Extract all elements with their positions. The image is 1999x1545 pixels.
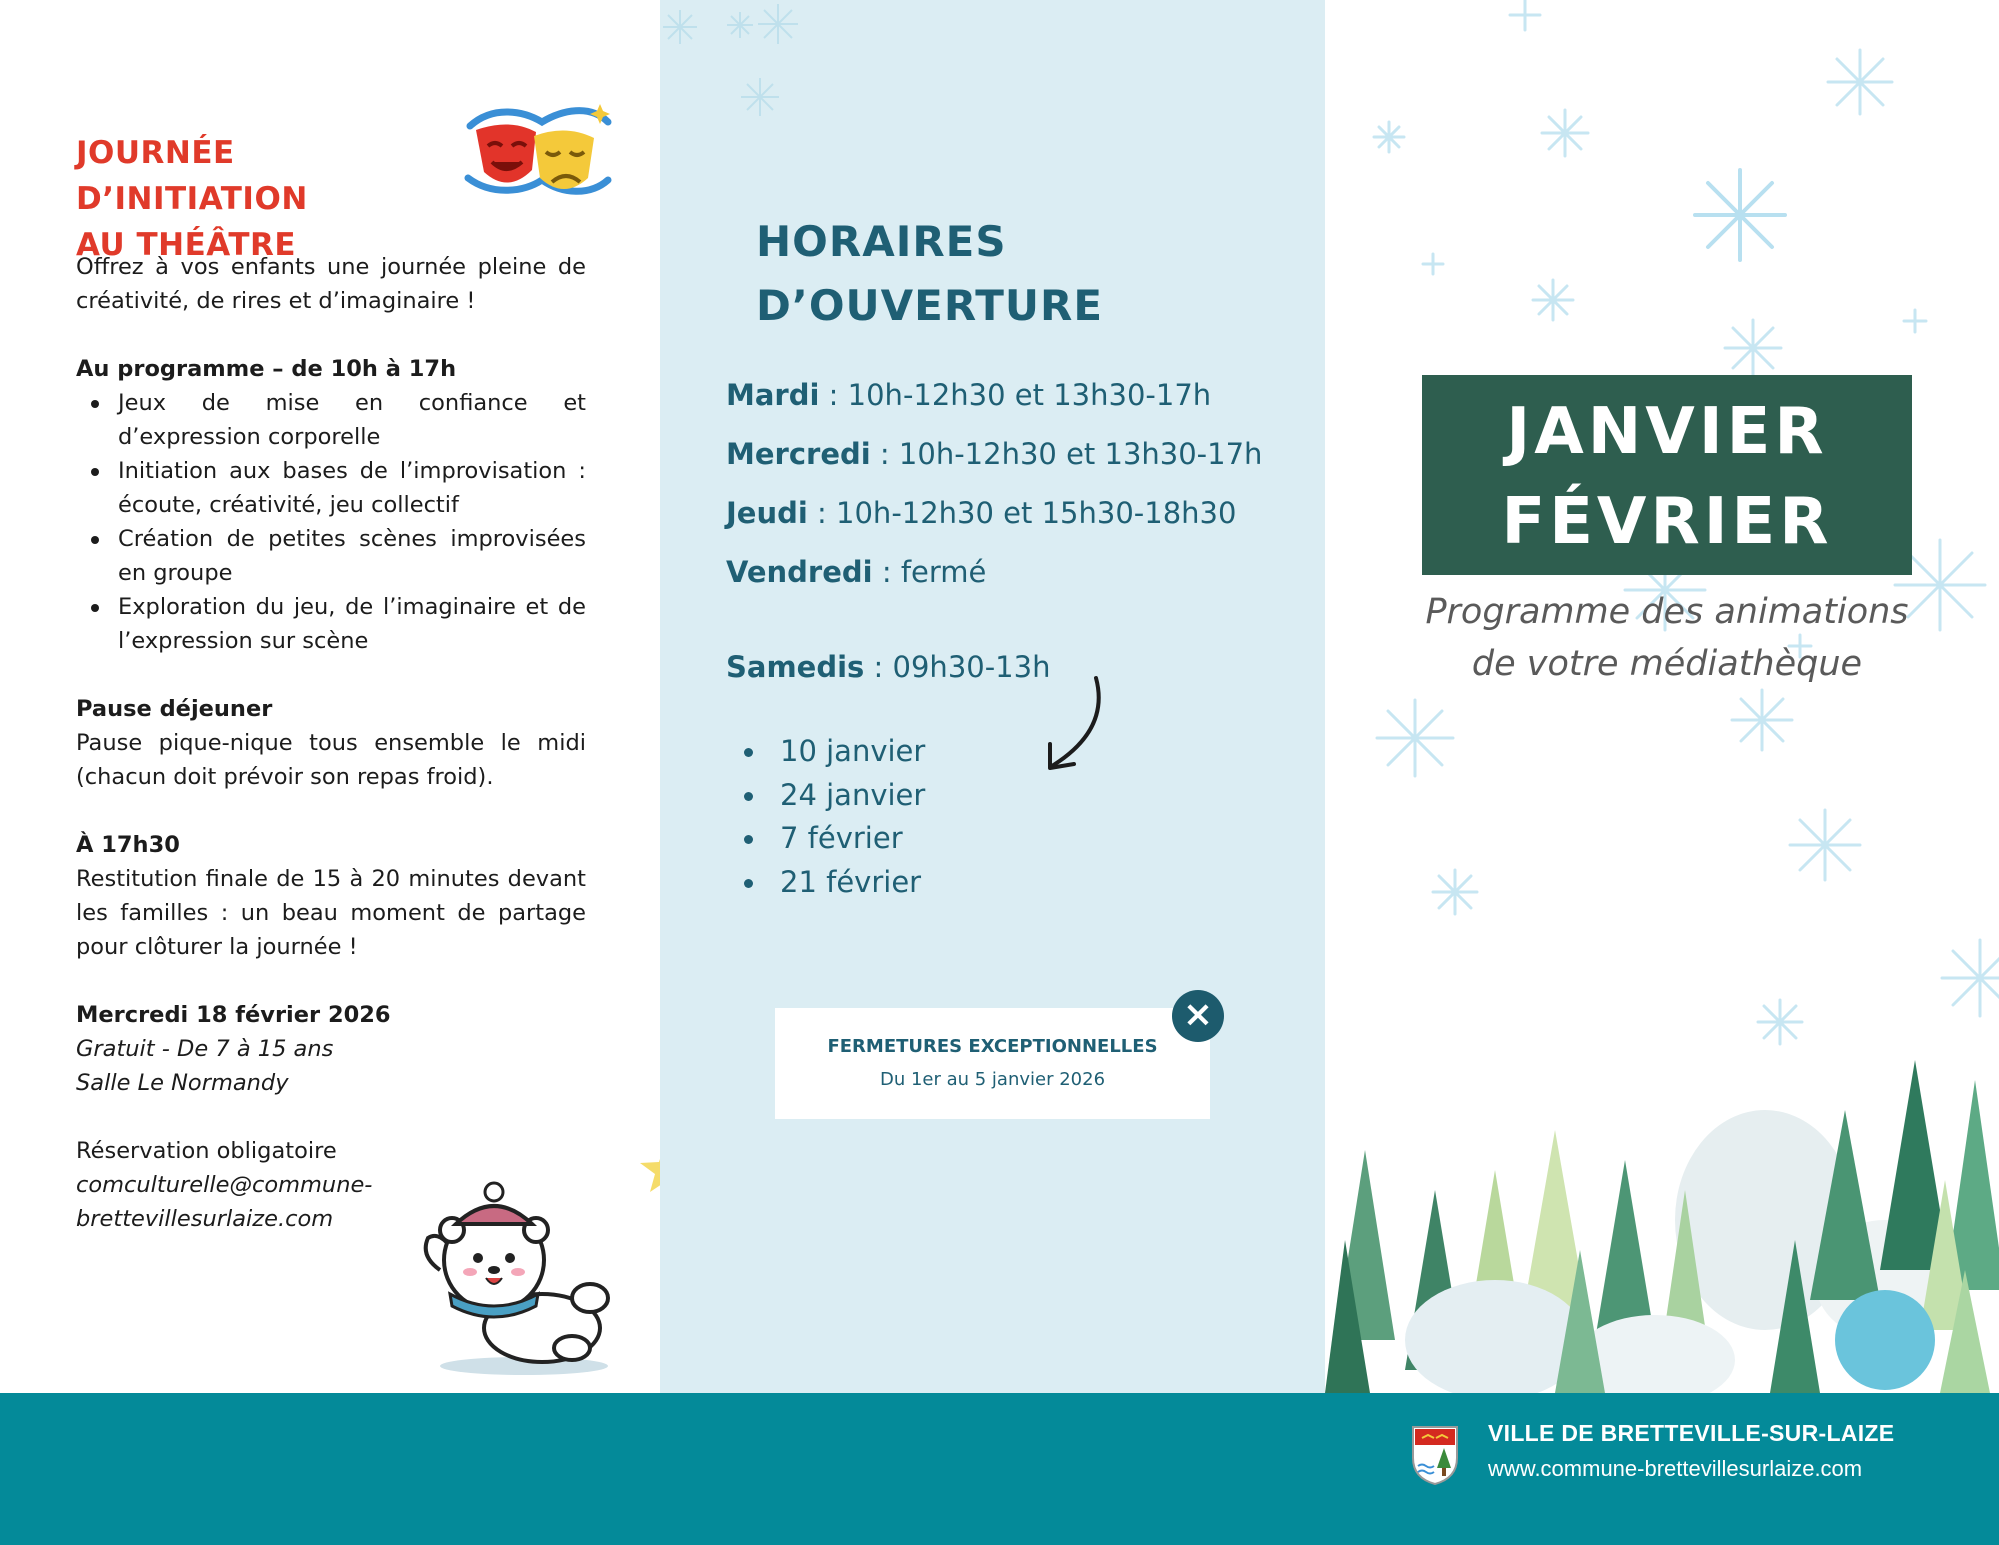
hours-list <box>726 366 1262 697</box>
hours-title <box>756 210 1103 338</box>
saturday-dates <box>740 730 925 904</box>
hours-row: Mercredi : 10h-12h30 et 13h30-17h <box>726 437 1263 471</box>
event-price-age: Gratuit - De 7 à 15 ans <box>76 1036 334 1062</box>
month-line1: JANVIER <box>1506 395 1828 469</box>
hours-title-line2: D’OUVERTURE <box>756 281 1104 330</box>
subtitle-line2: de votre médiathèque <box>1471 644 1863 684</box>
hours-row: Vendredi : fermé <box>726 555 987 589</box>
theatre-body <box>76 250 586 1236</box>
list-item: 7 février <box>740 817 925 861</box>
lunch-text: Pause pique-nique tous ensemble le midi (chacun doit prévoir son repas froid). <box>76 730 586 790</box>
theatre-title <box>76 130 476 268</box>
theatre-masks-icon <box>462 96 612 208</box>
list-item: Création de petites scènes improvisées en groupe <box>76 522 586 590</box>
closure-dates: Du 1er au 5 janvier 2026 <box>879 1069 1106 1090</box>
arrow-icon <box>1040 672 1110 776</box>
closure-title: FERMETURES EXCEPTIONNELLES <box>827 1036 1158 1057</box>
left-panel <box>0 0 660 1393</box>
list-item: Exploration du jeu, de l’imaginaire et de l’expression sur scène <box>76 590 586 658</box>
programme-list <box>76 386 586 658</box>
month-banner <box>1422 375 1912 575</box>
subtitle-line1: Programme des animations <box>1425 592 1909 632</box>
theatre-intro: Offrez à vos enfants une journée pleine de créativité, de rires et d’imaginaire ! <box>76 254 586 314</box>
hours-row: Jeudi : 10h-12h30 et 15h30-18h30 <box>726 496 1237 530</box>
theatre-title-line2: AU THÉÂTRE <box>76 227 297 263</box>
forest-illustration <box>1325 1040 1999 1393</box>
crest-icon <box>1410 1424 1460 1486</box>
website-link[interactable]: www.commune-brettevillesurlaize.com <box>1488 1456 1863 1481</box>
final-heading: À 17h30 <box>76 832 180 858</box>
hours-row: Mardi : 10h-12h30 et 13h30-17h <box>726 378 1212 412</box>
closure-notice <box>775 1008 1210 1119</box>
email-line2: brettevillesurlaize.com <box>76 1206 334 1232</box>
list-item: 24 janvier <box>740 774 925 818</box>
reservation-label: Réservation obligatoire <box>76 1138 337 1164</box>
list-item: Jeux de mise en confiance et d’expression corporelle <box>76 386 586 454</box>
hours-title-line1: HORAIRES <box>756 217 1007 266</box>
saturday-row: Samedis : 09h30-13h <box>726 650 1051 684</box>
polar-bear-illustration <box>412 1178 627 1378</box>
cover-subtitle <box>1422 586 1912 690</box>
theatre-title-line1: JOURNÉE D’INITIATION <box>76 135 308 217</box>
lunch-heading: Pause déjeuner <box>76 696 273 722</box>
list-item: Initiation aux bases de l’improvisation : écoute, créativité, jeu collectif <box>76 454 586 522</box>
town-name: VILLE DE BRETTEVILLE-SUR-LAIZE <box>1488 1420 1895 1446</box>
event-venue: Salle Le Normandy <box>76 1070 289 1096</box>
event-date: Mercredi 18 février 2026 <box>76 1002 391 1028</box>
month-line2: FÉVRIER <box>1501 485 1833 559</box>
programme-heading: Au programme – de 10h à 17h <box>76 356 457 382</box>
email-line1: comculturelle@commune- <box>76 1172 373 1198</box>
final-text: Restitution finale de 15 à 20 minutes devant les familles : un beau moment de partage pour clôturer la journée ! <box>76 866 586 960</box>
cover-panel <box>1325 0 1999 1393</box>
list-item: 21 février <box>740 861 925 905</box>
list-item: 10 janvier <box>740 730 925 774</box>
close-icon: × <box>1172 990 1224 1042</box>
snowflake-icon <box>660 0 860 130</box>
